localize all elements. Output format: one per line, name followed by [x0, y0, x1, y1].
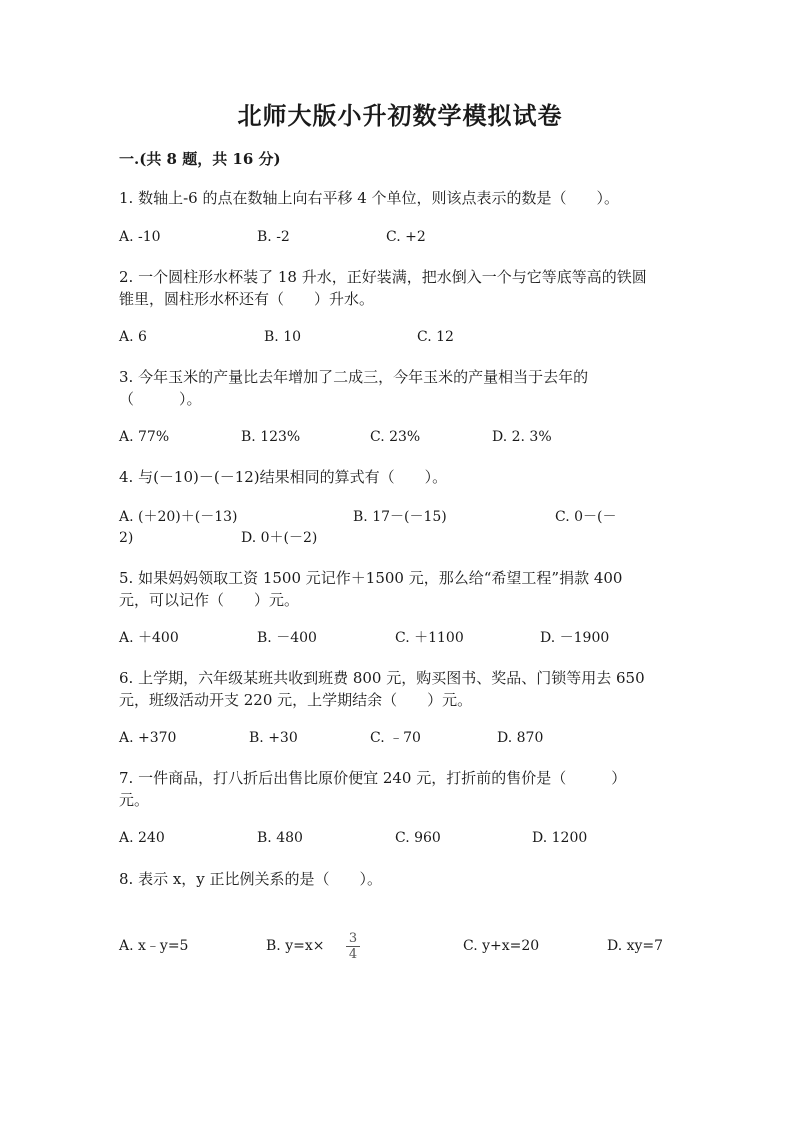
q7-option-a: A. 240 — [119, 830, 165, 846]
question-2-text: 2. 一个圆柱形水杯装了 18 升水，正好装满，把水倒入一个与它等底等高的铁圆 — [119, 268, 647, 286]
q5-option-d: D. －1900 — [540, 630, 610, 646]
question-8-text: 8. 表示 x，y 正比例关系的是（ ）。 — [119, 870, 383, 888]
q2-option-c: C. 12 — [417, 329, 454, 345]
q2-option-b: B. 10 — [264, 329, 302, 345]
question-7-text-cont: 元。 — [119, 791, 150, 809]
q2-option-a: A. 6 — [119, 329, 147, 345]
q8-option-d: D. xy=7 — [607, 938, 664, 954]
q3-option-c: C. 23% — [370, 429, 421, 445]
question-6-text-cont: 元，班级活动开支 220 元，上学期结余（ ）元。 — [119, 691, 473, 709]
q3-option-d: D. 2. 3% — [492, 429, 552, 445]
question-2-text-cont: 锥里，圆柱形水杯还有（ ）升水。 — [119, 290, 375, 308]
question-5-text-cont: 元，可以记作（ ）元。 — [119, 591, 300, 609]
q5-option-c: C. ＋1100 — [395, 630, 464, 646]
question-7-text: 7. 一件商品，打八折后出售比原价便宜 240 元，打折前的售价是（ ） — [119, 769, 627, 787]
question-6-text: 6. 上学期，六年级某班共收到班费 800 元，购买图书、奖品、门锁等用去 650 — [119, 669, 645, 687]
page-title: 北师大版小升初数学模拟试卷 — [237, 101, 563, 130]
fraction-numerator: 3 — [346, 931, 360, 947]
question-1-text: 1. 数轴上-6 的点在数轴上向右平移 4 个单位，则该点表示的数是（ ）。 — [119, 189, 620, 207]
q3-option-a: A. 77% — [119, 429, 170, 445]
question-3-text: 3. 今年玉米的产量比去年增加了二成三，今年玉米的产量相当于去年的 — [119, 368, 589, 386]
q8-option-c: C. y+x=20 — [463, 938, 540, 954]
q5-option-a: A. ＋400 — [119, 630, 179, 646]
q6-option-b: B. +30 — [249, 730, 298, 746]
q7-option-b: B. 480 — [257, 830, 303, 846]
q8-fraction — [346, 931, 360, 962]
section-heading: 一.(共 8 题，共 16 分) — [119, 150, 281, 168]
q7-option-c: C. 960 — [395, 830, 441, 846]
q1-option-b: B. -2 — [257, 229, 290, 245]
q4-option-c: C. 0－(－ — [555, 509, 617, 525]
q5-option-b: B. －400 — [257, 630, 317, 646]
question-5-text: 5. 如果妈妈领取工资 1500 元记作＋1500 元，那么给“希望工程”捐款 400 — [119, 569, 623, 587]
q4-option-d: D. 0＋(－2) — [241, 530, 318, 546]
q6-option-c: C. ﹣70 — [370, 730, 421, 746]
fraction-denominator: 4 — [348, 947, 358, 962]
q6-option-a: A. +370 — [119, 730, 177, 746]
q1-option-a: A. -10 — [119, 229, 161, 245]
question-4-text: 4. 与(－10)－(－12)结果相同的算式有（ ）。 — [119, 468, 448, 486]
q8-option-b: B. y=x× — [266, 938, 325, 954]
q7-option-d: D. 1200 — [532, 830, 588, 846]
q1-option-c: C. +2 — [386, 229, 426, 245]
q4-option-b: B. 17－(－15) — [353, 509, 447, 525]
q6-option-d: D. 870 — [497, 730, 544, 746]
q3-option-b: B. 123% — [241, 429, 301, 445]
q4-option-a: A. (＋20)＋(－13) — [119, 509, 238, 525]
q4-option-c-cont: 2) — [119, 530, 134, 546]
question-3-text-cont: （ ）。 — [119, 390, 202, 408]
q8-option-a: A. x﹣y=5 — [119, 938, 189, 954]
